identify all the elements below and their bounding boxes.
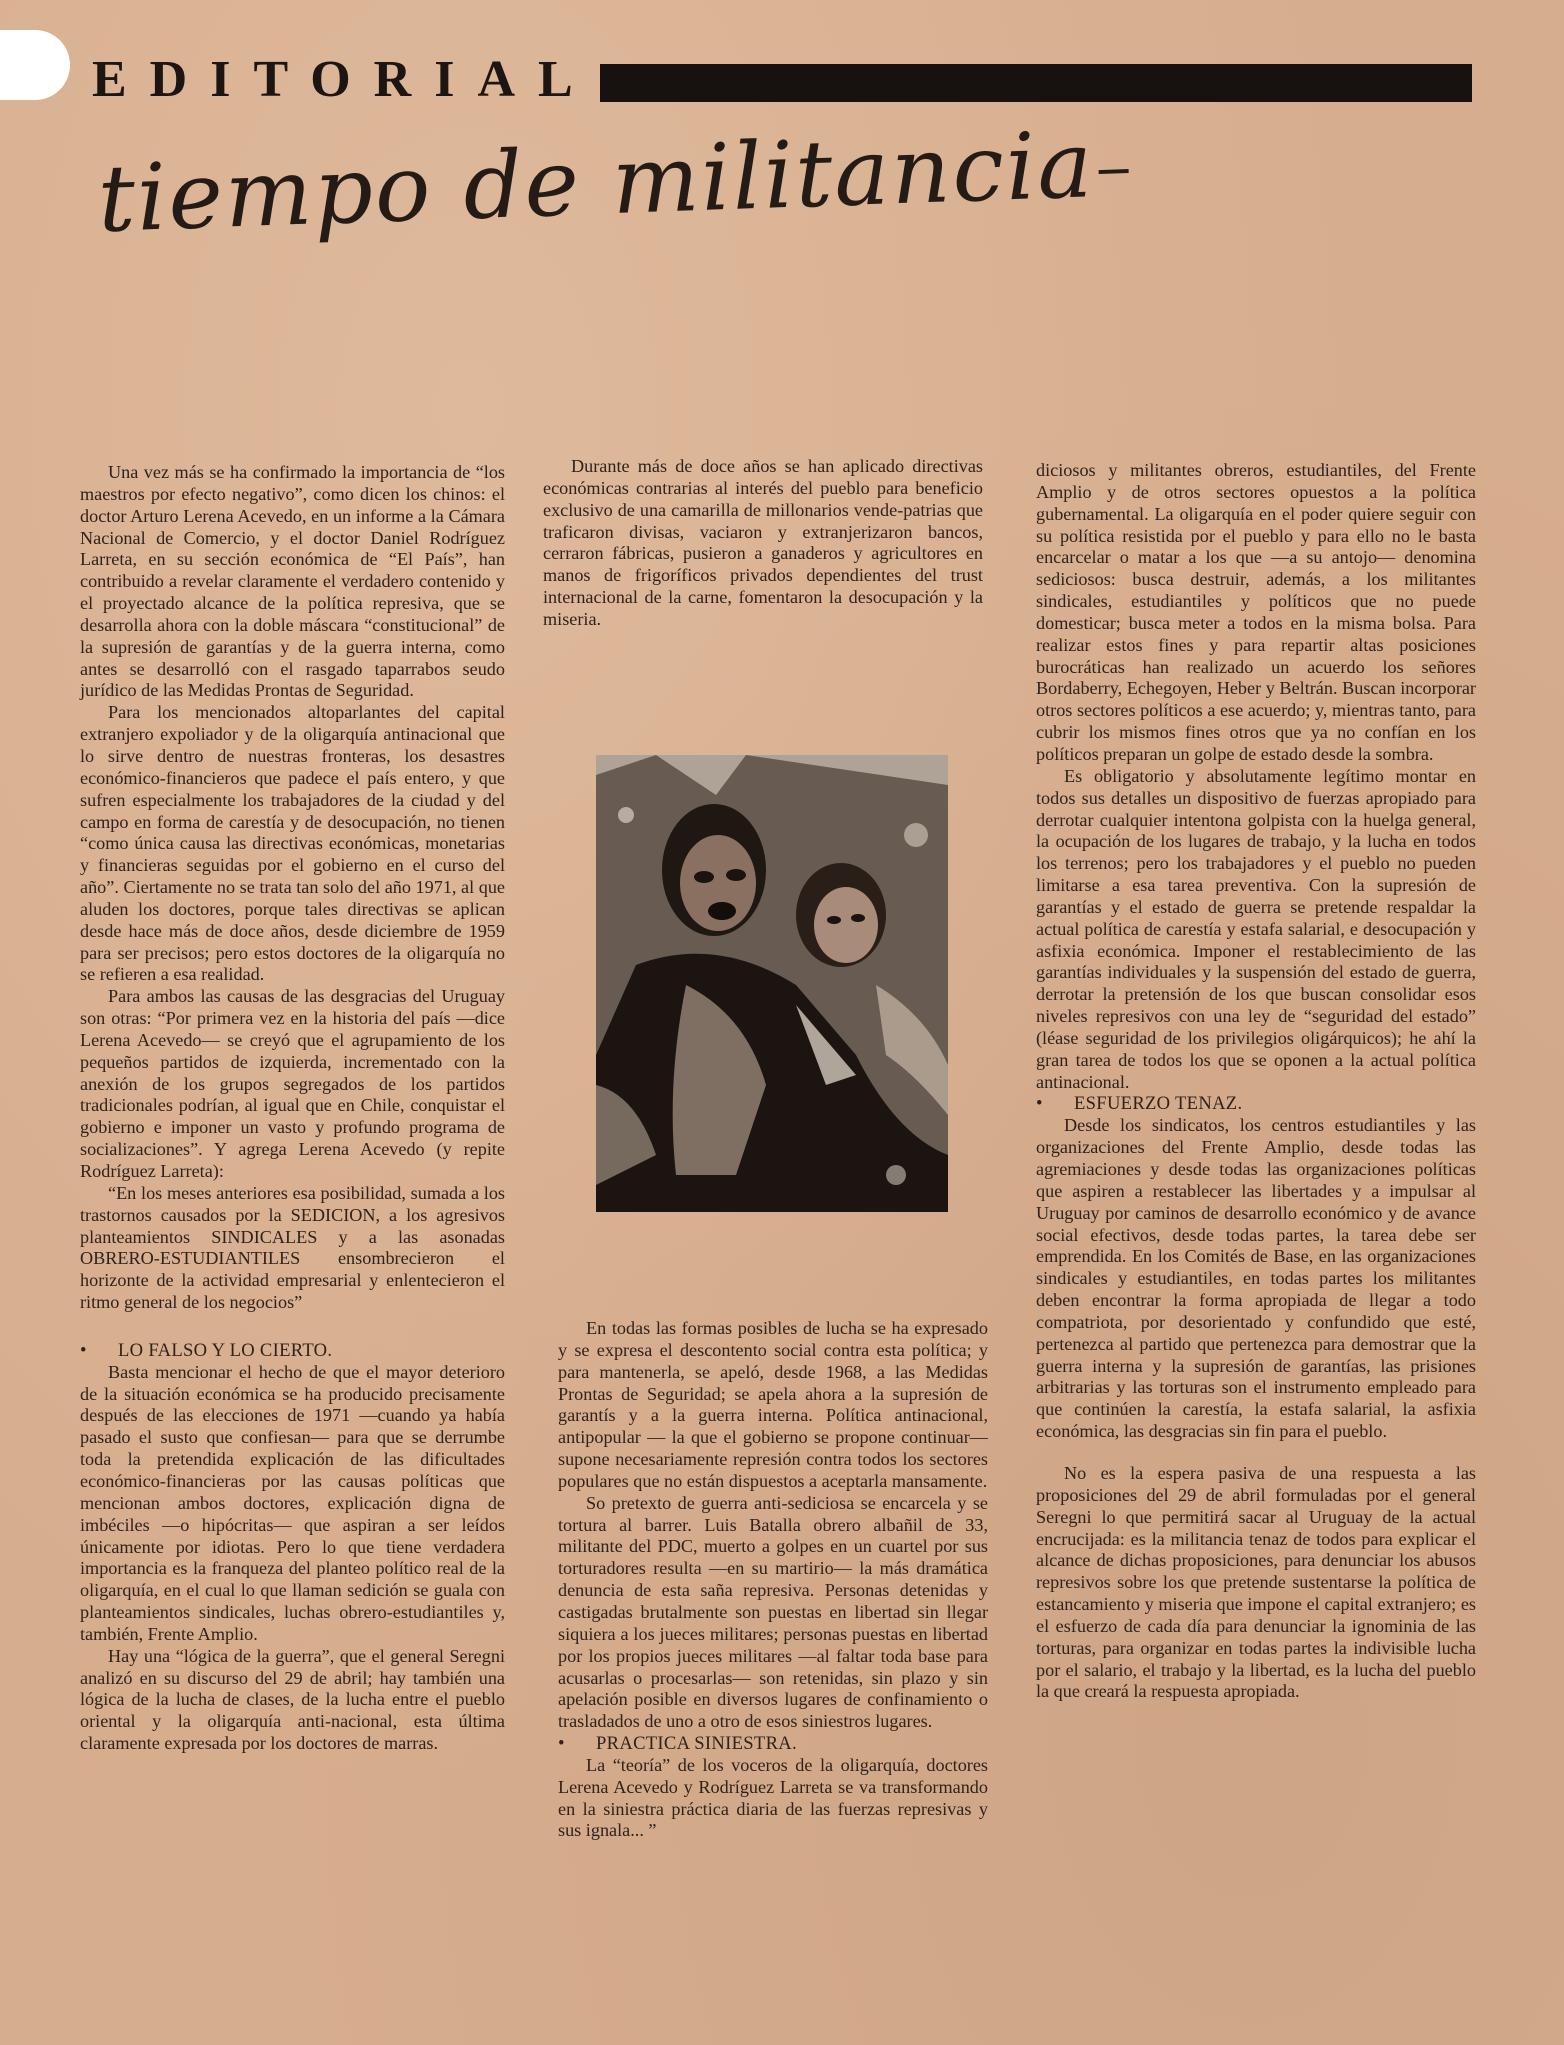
- spacer: [1036, 1443, 1476, 1463]
- spacer: [80, 1314, 505, 1340]
- torn-corner: [0, 30, 70, 100]
- section-heading: [1036, 1093, 1476, 1115]
- paragraph: So pretexto de guerra anti-sediciosa se encarcela y se tortura al barrer. Luis Batalla obrero albañil de 33, militante del PDC, muerto a golpes en un cuartel por sus torturadores resulta —en su martirio— la más dramática denuncia de esta saña represiva. Personas detenidas y castigadas brutalmente son puestas en libertad sin llegar siquiera a los jueces militares; personas puestas en libertad por los propios jueces militares —al faltar toda base para acusarlas o procesarlas— son retenidas, sin plazo y sin apelación posible en diversos lugares de confinamiento o trasladados de uno a otro de esos siniestros lugares.: [558, 1492, 988, 1732]
- section-label: EDITORIAL: [92, 51, 596, 108]
- section-heading-text: LO FALSO Y LO CIERTO.: [118, 1339, 333, 1361]
- article-column-2-bottom: [558, 1318, 988, 1842]
- quote-paragraph: “En los meses anteriores esa posibilidad, sumada a los trastornos causados por la SEDICION, a los agresivos planteamientos SINDICALES y a las asonadas OBRERO-ESTUDIANTILES ensombrecieron el horizonte de la actividad empresarial y enlentecieron el ritmo general de los negocios”: [80, 1182, 505, 1313]
- paragraph: Es obligatorio y absolutamente legítimo montar en todos sus detalles un dispositivo de fuerzas apropiado para derrotar cualquier intentona golpista con la huelga general, la ocupación de los lugares de trabajo, y la lucha en todos los terrenos; pero los trabajadores y el pueblo no pueden limitarse a esa tarea preventiva. Con la supresión de garantías y el estado de guerra se pretende respaldar la actual política de carestía y estafa salarial, e desocupación y asfixia económica. Imponer el restablecimiento de las garantías individuales y la suspensión del estado de guerra, derrotar la pretensión de los que buscan consolidar esos niveles represivos con una ley de “seguridad del estado” (léase seguridad de los privilegios oligárquicos); he ahí la gran tarea de todos los que se oponen a la actual política antinacional.: [1036, 765, 1476, 1092]
- paragraph: Durante más de doce años se han aplicado directivas económicas contrarias al interés del pueblo para beneficio exclusivo de una camarilla de millonarios vende-patrias que traficaron divisas, vaciaron y extranjerizaron bancos, cerraron fábricas, pusieron a ganaderos y agricultores en manos de frigoríficos privados dependientes del trust internacional de la carne, fomentaron la desocupación y la miseria.: [543, 456, 983, 629]
- header-black-bar: [600, 64, 1472, 102]
- paragraph: No es la espera pasiva de una respuesta a las proposiciones del 29 de abril formuladas por el general Seregni lo que permitirá sacar al Uruguay de la actual encrucijada: es la militancia tenaz de todos para explicar el alcance de dichas proposiciones, para denunciar los abusos represivos sobre los que pretende sustentarse la política de estancamiento y miseria que impone el capital extranjero; es el esfuerzo de cada día para denunciar la ignominia de las torturas, para organizar en todas partes la indivisible lucha por el salario, el trabajo y la libertad, es la lucha del pueblo la que creará la respuesta apropiada.: [1036, 1462, 1476, 1702]
- paragraph: diciosos y militantes obreros, estudiantiles, del Frente Amplio y de otros sectores opuestos a la política gubernamental. La oligarquía en el poder quiere seguir con su política resistida por el pueblo y para ello no le basta encarcelar o matar a los que —a su antojo— denomina sediciosos: busca destruir, además, a los militantes sindicales, estudiantiles y políticos que no puede domesticar; busca meter a todos en la misma bolsa. Para realizar estos fines y para repartir altas posiciones burocráticas han realizado un acuerdo los señores Bordaberry, Echegoyen, Heber y Beltrán. Buscan incorporar otros sectores políticos a ese acuerdo; y, mientras tanto, para cubrir los mismos fines otros que ya no confían en los políticos preparan un golpe de estado desde la sombra.: [1036, 460, 1476, 764]
- article-column-3: [1036, 460, 1476, 1703]
- handwritten-title-text: tiempo de militancia: [96, 111, 1096, 253]
- paragraph: En todas las formas posibles de lucha se ha expresado y se expresa el descontento social contra esta política; y para mantenerla, se apeló, desde 1968, a las Medidas Prontas de Seguridad; se apela ahora a la supresión de garantís y a la guerra interna. Política antinacional, antipopular — la que el gobierno se propone continuar— supone necesariamente represión contra todos los sectores populares que no están dispuestos a aceptarla mansamente.: [558, 1318, 988, 1491]
- article-column-2-top: [543, 456, 983, 631]
- article-column-1: [80, 462, 505, 1755]
- paragraph: La “teoría” de los voceros de la oligarquía, doctores Lerena Acevedo y Rodríguez Larreta se va transformando en la siniestra práctica diaria de las fuerzas represivas y sus ignala... ”: [558, 1754, 988, 1841]
- bullet-icon: •: [80, 1339, 87, 1361]
- paragraph: Para los mencionados altoparlantes del capital extranjero expoliador y de la oligarquía antinacional que lo sirve dentro de nuestras fronteras, los desastres económico-financieros que padece el país entero, y que sufren especialmente los trabajadores de la ciudad y del campo en forma de carestía y de desocupación, no tienen “como única causa las directivas económicas, monetarias y financieras seguidas por el gobierno en el curso del año”. Ciertamente no se trata tan solo del año 1971, al que aluden los doctores, porque tales directivas se aplican desde hace más de doce años, desde diciembre de 1959 para ser precisos; pero estos doctores de la oligarquía no se refieren a esa realidad.: [80, 702, 505, 985]
- paragraph: Hay una “lógica de la guerra”, que el general Seregni analizó en su discurso del 29 de abril; hay también una lógica de la lucha de clases, de la lucha entre el pueblo oriental y la oligarquía anti-nacional, esta última claramente expresada por los doctores de marras.: [80, 1645, 505, 1754]
- paragraph: Basta mencionar el hecho de que el mayor deterioro de la situación económica se ha producido precisamente después de las elecciones de 1971 —cuando ya había pasado el susto que confiesan— para que se derrumbe toda la pretendida explicación de las dificultades económico-financieras por las causas políticas que mencionan ambos doctores, explicación digna de imbéciles —o hipócritas— que aspiran a ser leídos únicamente por idiotas. Pero lo que tiene verdadera importancia es la franqueza del planteo político real de la oligarquía, en el cual lo que llaman sedición se guala con planteamientos sindicales, luchas obrero-estudiantiles y, también, Frente Amplio.: [80, 1361, 505, 1644]
- section-heading-text: ESFUERZO TENAZ.: [1074, 1093, 1243, 1115]
- paragraph: Desde los sindicatos, los centros estudiantiles y las organizaciones del Frente Amplio, desde todas las agremiaciones y desde todas las organizaciones políticas que aspiren a restablecer las libertades y a impulsar al Uruguay por caminos de desarrollo económico y de avance social efectivos, desde todas partes, la tarea debe ser emprendida. En los Comités de Base, en las organizaciones sindicales y estudiantiles, en todas partes los militantes deben encontrar la forma apropiada de llegar a todo compatriota, por desorientado y confundido que esté, pertenezca al partido que pertenezca para demostrar que la guerra interna y la supresión de garantías, las prisiones arbitrarias y las torturas son el instrumento empleado para que continúen la carestía, la estafa salarial, la asfixia económica, las desgracias sin fin para el pueblo.: [1036, 1115, 1476, 1442]
- paragraph: Para ambos las causas de las desgracias del Uruguay son otras: “Por primera vez en la historia del país —dice Lerena Acevedo— se creyó que el agrupamiento de los pequeños partidos de izquierda, incrementado con la anexión de los grupos segregados de los partidos tradicionales podrían, al igual que en Chile, conquistar el gobierno e imponer un vasto y profundo programa de socializaciones”. Y agrega Lerena Acevedo (y repite Rodríguez Larreta):: [80, 986, 505, 1181]
- section-heading-text: PRACTICA SINIESTRA.: [596, 1733, 797, 1755]
- bullet-icon: •: [558, 1733, 565, 1755]
- bullet-icon: •: [1036, 1093, 1043, 1115]
- section-heading: [558, 1733, 988, 1755]
- section-heading: [80, 1340, 505, 1362]
- paragraph: Una vez más se ha confirmado la importancia de “los maestros por efecto negativo”, como dicen los chinos: el doctor Arturo Lerena Acevedo, en un informe a la Cámara Nacional de Comercio, y el doctor Daniel Rodríguez Larreta, en su sección económica de “El País”, han contribuido a revelar claramente el verdadero contenido y el proyectado alcance de la política represiva, que se desarrolla ahora con la doble máscara “constitucional” de la supresión de garantías y de la guerra interna, como antes se desarrolló con el rasgado taparrabos seudo jurídico de las Medidas Prontas de Seguridad.: [80, 462, 505, 701]
- protest-photo: [596, 755, 948, 1212]
- title-flourish: [1098, 169, 1128, 174]
